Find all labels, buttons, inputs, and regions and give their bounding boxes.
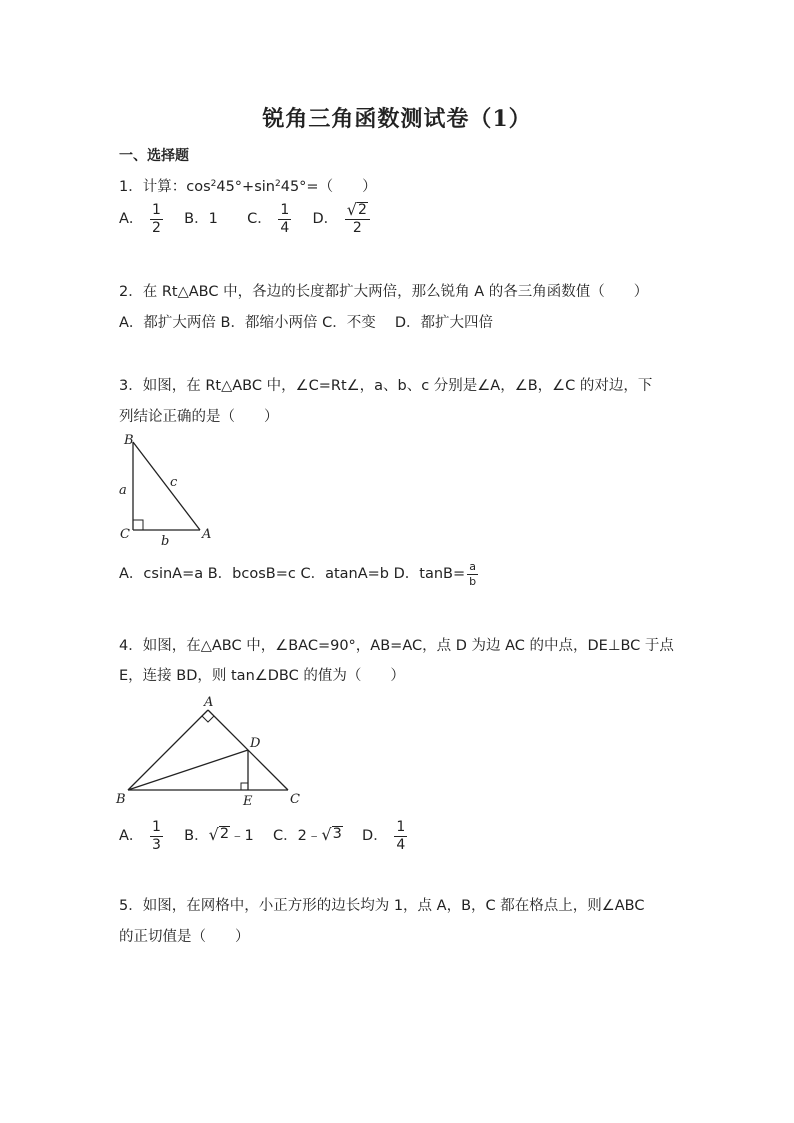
side-label-c: c (170, 475, 178, 490)
q1-option-c-fraction (278, 203, 291, 235)
vertex-label-b: B (124, 433, 134, 448)
denominator: 2 (152, 219, 161, 236)
q4-option-c-head: 2﹣ (297, 828, 322, 845)
numerator: a (469, 560, 476, 573)
q4-option-d-fraction (394, 820, 407, 852)
vertex-label-e: E (243, 794, 253, 809)
q1-options (119, 202, 372, 236)
side-ab (133, 442, 200, 530)
question-4-line-1: 4．如图，在△ABC 中，∠BAC=90°，AB=AC，点 D 为边 AC 的中点，DE⊥BC 于点 (119, 638, 674, 654)
q4-option-b-sqrt: √ 2 (208, 825, 230, 845)
numerator: 1 (280, 201, 290, 218)
q1-sup-1: 2 (210, 179, 217, 189)
vertex-label-c: C (120, 527, 130, 542)
vertex-label-d: D (250, 736, 261, 751)
q4-option-c-label: C． (273, 828, 298, 845)
q1-option-b-label: B． (184, 211, 209, 228)
question-1 (119, 175, 377, 196)
q2-options: A．都扩大两倍 B．都缩小两倍 C．不变 D．都扩大四倍 (119, 315, 493, 331)
denominator: 2 (352, 220, 362, 237)
q1-option-c-label: C． (247, 211, 272, 228)
q1-option-d-label: D． (312, 211, 339, 228)
segment-bd (128, 750, 248, 790)
q1-option-a-fraction (150, 203, 163, 235)
right-angle-mark-e (241, 783, 248, 790)
q4-option-b-label: B． (184, 828, 209, 845)
q4-triangle-figure (112, 692, 312, 812)
page-title: 锐角三角函数测试卷（1） (262, 106, 532, 132)
vertex-label-a: A (202, 527, 212, 542)
q4-option-a-label: A． (119, 828, 144, 845)
sqrt-numerator: √ 2 (346, 200, 367, 220)
question-2: 2．在 Rt△ABC 中，各边的长度都扩大两倍，那么锐角 A 的各三角函数值（ ） (119, 284, 649, 300)
side-label-b: b (161, 534, 170, 549)
vertex-label-b: B (116, 792, 126, 807)
q4-option-d-label: D． (362, 828, 388, 845)
question-5-line-2: 的正切值是（ ） (119, 929, 250, 945)
q3-options (119, 561, 480, 587)
side-label-a: a (119, 483, 127, 498)
q1-text-post: 45°=（ ） (280, 179, 377, 195)
question-3-line-1: 3．如图，在 Rt△ABC 中，∠C=Rt∠，a、b、c 分别是∠A，∠B，∠C 的对边，下 (119, 378, 653, 394)
denominator: b (469, 574, 477, 588)
q4-option-c-sqrt: √ 3 (321, 825, 342, 845)
q1-text-mid: 45°+sin (216, 179, 275, 195)
numerator: 1 (396, 819, 406, 835)
q1-option-d-fraction (345, 202, 370, 236)
numerator: 1 (152, 819, 161, 835)
radical-sign: √ (321, 825, 332, 845)
denominator: 4 (280, 219, 290, 236)
q1-sup-2: 2 (274, 179, 281, 189)
q4-option-a-fraction (150, 820, 163, 852)
denominator: 4 (396, 836, 406, 853)
radical-sign: √ (346, 200, 357, 220)
question-4-line-2: E，连接 BD，则 tan∠DBC 的值为（ ） (119, 668, 405, 684)
q1-text-pre: 1．计算：cos (119, 179, 211, 195)
numerator: 1 (152, 201, 161, 218)
side-ab (128, 710, 208, 790)
vertex-label-a: A (204, 695, 214, 710)
radical-sign: √ (208, 825, 219, 845)
q3-right-triangle-figure (110, 430, 230, 555)
q3-options-text: A．csinA=a B．bcosB=c C．atanA=b D．tanB= (119, 566, 466, 583)
question-5-line-1: 5．如图，在网格中，小正方形的边长均为 1，点 A，B，C 都在格点上，则∠ABC (119, 898, 645, 914)
q4-options (119, 820, 409, 852)
right-angle-mark-a (202, 716, 214, 722)
q1-option-b-value: 1 (208, 211, 218, 228)
q1-option-a-label: A． (119, 211, 144, 228)
q4-option-b-tail: ﹣1 (230, 828, 254, 845)
right-angle-mark (133, 520, 143, 530)
q3-option-d-fraction (467, 561, 478, 587)
denominator: 3 (152, 836, 161, 853)
question-3-line-2: 列结论正确的是（ ） (119, 409, 279, 425)
section-heading: 一、选择题 (119, 148, 189, 164)
vertex-label-c: C (290, 792, 300, 807)
